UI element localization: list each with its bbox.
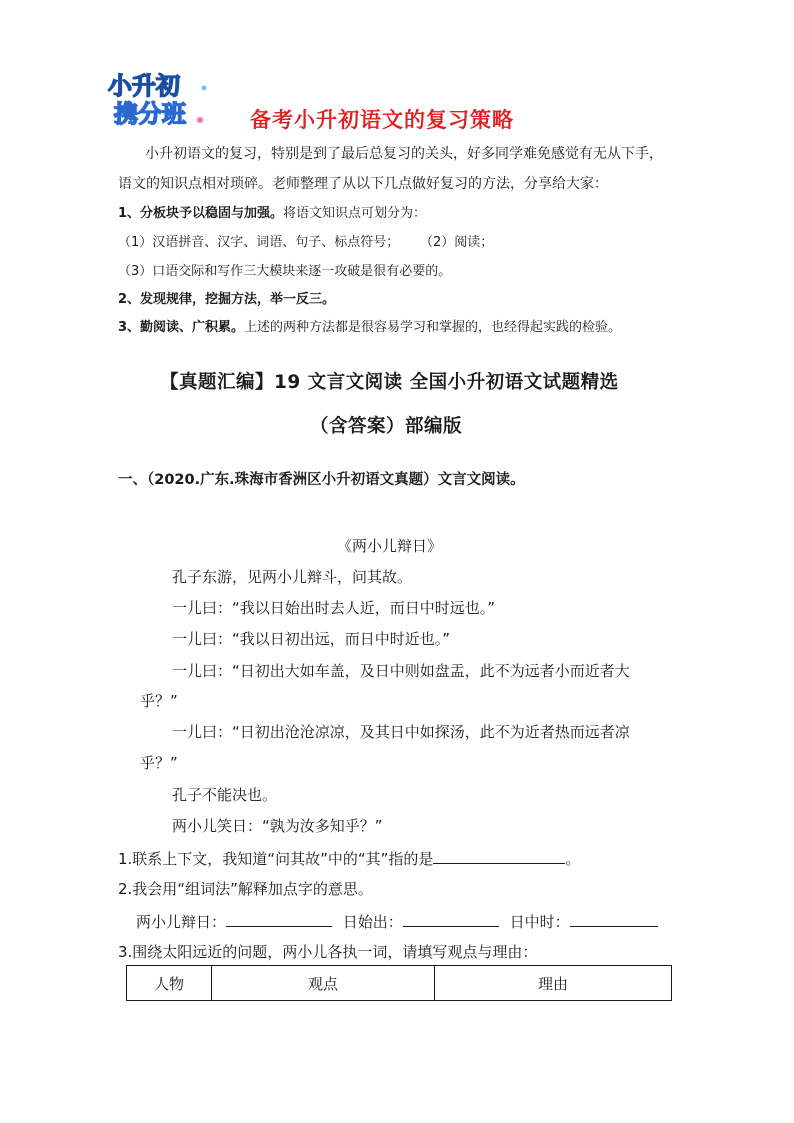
logo-line1: 小升初 — [108, 72, 180, 100]
tip-1-text: 将语文知识点可划分为： — [283, 206, 427, 221]
table-header-cell: 理由 — [435, 966, 672, 1001]
section-label: 一、（2020.广东.珠海市香洲区小升初语文真题）文言文阅读。 — [118, 472, 525, 488]
question-2: 2.我会用“组词法”解释加点字的意思。 — [118, 880, 373, 898]
table-header-cell: 观点 — [212, 966, 435, 1001]
passage-line: 两小儿笑日：“孰为汝多知乎？” — [172, 817, 383, 835]
question-2-items — [136, 910, 658, 932]
question-1-text: 1.联系上下文，我知道“问其故”中的“其”指的是 — [118, 850, 434, 868]
tip-3-heading: 3、勤阅读、广积累。 — [118, 320, 245, 335]
logo-line2: 携分班 — [114, 100, 186, 128]
tip-2: 2、发现规律，挖掘方法，举一反三。 — [118, 292, 336, 307]
tip-3 — [118, 318, 621, 338]
tip-1-sub-1: （1）汉语拼音、汉字、词语、句子、标点符号； — [118, 235, 400, 250]
question-1-end: 。 — [565, 850, 581, 868]
question-2c-blank[interactable] — [570, 910, 658, 927]
passage-line: 一儿曰：“我以日初出远，而日中时近也。” — [172, 630, 451, 648]
passage-line: 乎？” — [140, 692, 178, 710]
question-2a-label: 两小儿辩日： — [136, 913, 227, 931]
tip-1-heading: 1、分板块予以稳固与加强。 — [118, 206, 284, 221]
question-2b-label: 日始出： — [342, 913, 403, 931]
passage-line: 一儿曰：“我以日始出时去人近，而日中时远也。” — [172, 599, 496, 617]
page-title: 备考小升初语文的复习策略 — [250, 108, 514, 132]
tip-1-sub-2: （2）阅读； — [420, 235, 494, 250]
table-header-cell: 人物 — [127, 966, 212, 1001]
tip-1 — [118, 204, 426, 224]
intro-line-1: 小升初语文的复习，特别是到了最后总复习的关头，好多同学难免感觉有无从下手， — [145, 146, 663, 162]
tip-1-sub-3: （3）口语交际和写作三大模块来逐一攻破是很有必要的。 — [118, 264, 452, 279]
intro-line-2: 语文的知识点相对琐碎。老师整理了从以下几点做好复习的方法，分享给大家： — [118, 176, 608, 192]
question-1-blank[interactable] — [433, 847, 565, 864]
logo-image — [104, 70, 214, 130]
passage-line: 一儿曰：“日初出大如车盖，及日中则如盘盂，此不为远者小而近者大 — [172, 662, 630, 680]
passage-title: 《两小儿辩日》 — [337, 537, 443, 555]
heading-line-2: （含答案）部编版 — [310, 416, 463, 437]
passage-line: 孔子东游，见两小儿辩斗，问其故。 — [172, 568, 413, 586]
heading-line-1: 【真题汇编】19 文言文阅读 全国小升初语文试题精选 — [160, 372, 619, 393]
question-2a-blank[interactable] — [226, 910, 332, 927]
tip-3-text: 上述的两种方法都是很容易学习和掌握的，也经得起实践的检验。 — [244, 320, 622, 335]
answer-table — [126, 965, 672, 1001]
passage-line: 一儿曰：“日初出沧沧凉凉，及其日中如探汤，此不为近者热而远者凉 — [172, 723, 630, 741]
question-3: 3.围绕太阳远近的问题，两小儿各执一词，请填写观点与理由： — [118, 943, 538, 961]
passage-line: 乎？” — [140, 754, 178, 772]
table-header-row — [127, 966, 672, 1001]
question-2c-label: 日中时： — [509, 913, 570, 931]
question-2b-blank[interactable] — [403, 910, 499, 927]
passage-line: 孔子不能决也。 — [172, 786, 278, 804]
question-1 — [118, 847, 580, 869]
